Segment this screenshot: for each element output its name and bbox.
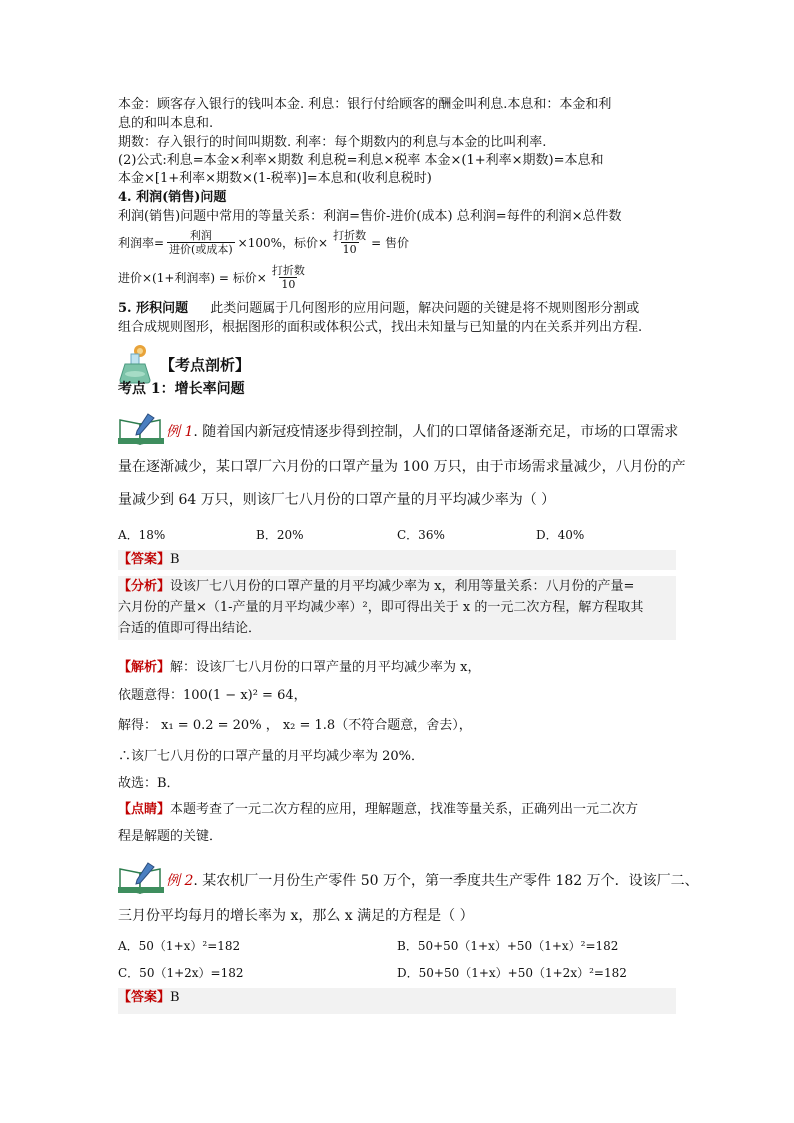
section-5-line-1 <box>118 301 639 317</box>
option-a: A．18% <box>118 528 166 542</box>
formula-rhs: = 售价 <box>371 236 409 250</box>
example-1-analysis <box>118 576 676 640</box>
option-b: B．50+50（1+x）+50（1+x）²=182 <box>397 939 619 953</box>
fraction-denominator: 10 <box>281 278 296 291</box>
solution-line-1 <box>118 660 480 676</box>
example-2-label: 例 2 <box>166 873 194 889</box>
section-4-title: 4. 利润(销售)问题 <box>118 190 227 205</box>
solution-text-1: 解：设该厂七八月份的口罩产量的月平均减少率为 x， <box>170 660 481 675</box>
intro-line-1: 本金：顾客存入银行的钱叫本金. 利息：银行付给顾客的酬金叫利息.本息和：本金和利 <box>118 97 612 112</box>
solution-line-4: ∴该厂七八月份的口罩产量的月平均减少率为 20%． <box>118 749 425 764</box>
formula-lhs: 进价×(1+利润率) = 标价× <box>118 271 267 285</box>
profit-rate-formula <box>118 229 409 256</box>
option-c: C．36% <box>397 528 445 542</box>
intro-line-5: 本金×[1+利率×期数×(1-税率)]=本息和(收利息税时) <box>118 171 432 186</box>
intro-line-4: (2)公式:利息=本金×利率×期数 利息税=利息×税率 本金×(1+利率×期数)=本息和 <box>118 153 604 168</box>
example-1-q1: . 随着国内新冠疫情逐步得到控制，人们的口罩储备逐渐充足，市场的口罩需求 <box>193 424 679 440</box>
analysis-text-1: 设该厂七八月份的口罩产量的月平均减少率为 x，利用等量关系：八月份的产量= <box>170 579 635 594</box>
solution-tag: 【解析】 <box>118 660 171 675</box>
cost-price-formula <box>118 264 310 291</box>
example-2-answer <box>118 988 676 1014</box>
fraction-denominator: 进价(或成本) <box>169 243 233 256</box>
option-c: C．50（1+2x）=182 <box>118 966 244 980</box>
option-d: D．50+50（1+x）+50（1+2x）²=182 <box>397 966 627 980</box>
example-2-question-line-2: 三月份平均每月的增长率为 x，那么 x 满足的方程是（ ） <box>118 908 474 924</box>
answer-tag: 【答案】 <box>118 990 171 1005</box>
section-4-text: 利润(销售)问题中常用的等量关系：利润=售价-进价(成本) 总利润=每件的利润×总件数 <box>118 209 622 224</box>
example-2-q1: . 某农机厂一月份生产零件 50 万个，第一季度共生产零件 182 万个．设该厂二、 <box>193 873 699 889</box>
fraction-profit <box>167 229 235 256</box>
fraction-discount <box>270 264 307 291</box>
option-a: A．50（1+x）²=182 <box>118 939 241 953</box>
comment-line-2: 程是解题的关键． <box>118 829 223 844</box>
fraction-denominator: 10 <box>342 243 357 256</box>
answer-tag: 【答案】 <box>118 552 171 567</box>
intro-line-3: 期数：存入银行的时间叫期数. 利率：每个期数内的利息与本金的比叫利率. <box>118 135 547 150</box>
example-1-question-line-3: 量减少到 64 万只，则该厂七八月份的口罩产量的月平均减少率为（ ） <box>118 492 556 508</box>
comment-tag: 【点睛】 <box>118 802 171 817</box>
comment-text-1: 本题考查了一元二次方程的应用，理解题意，找准等量关系，正确列出一元二次方 <box>170 802 639 817</box>
solution-line-5: 故选：B． <box>118 776 180 791</box>
example-1-question-line-1 <box>166 424 678 440</box>
comment-line-1 <box>118 802 638 818</box>
analysis-title: 【考点剖析】 <box>160 355 251 374</box>
analysis-text-2: 六月份的产量×（1-产量的月平均减少率）²，即可得出关于 x 的一元二次方程，解方程取其 <box>118 600 644 615</box>
book-pencil-icon <box>118 412 164 446</box>
example-1-answer <box>118 550 676 570</box>
solution-line-3: 解得： x₁ = 0.2 = 20% ， x₂ = 1.8（不符合题意，舍去）， <box>118 718 472 733</box>
formula-mid: ×100%，标价× <box>237 236 329 250</box>
section-5-text-2: 组合成规则图形，根据图形的面积或体积公式，找出未知量与已知量的内在关系并列出方程. <box>118 320 643 335</box>
answer-value: B <box>170 990 180 1005</box>
formula-lhs: 利润率= <box>118 236 165 250</box>
analysis-text-3: 合适的值即可得出结论． <box>118 621 262 636</box>
option-d: D．40% <box>536 528 585 542</box>
example-1-question-line-2: 量在逐渐减少，某口罩厂六月份的口罩产量为 100 万只，由于市场需求量减少，八月份的产 <box>118 459 686 475</box>
intro-line-2: 息的和叫本息和. <box>118 116 214 131</box>
kaodian-title: 考点 1：增长率问题 <box>118 381 245 397</box>
analysis-heading <box>118 344 250 384</box>
answer-value: B <box>170 552 180 567</box>
section-5-title: 5. 形积问题 <box>118 301 189 316</box>
example-1-label: 例 1 <box>166 424 194 440</box>
fraction-discount <box>331 229 368 256</box>
flask-icon <box>118 344 154 384</box>
fraction-numerator: 打折数 <box>333 229 367 242</box>
analysis-tag: 【分析】 <box>118 579 171 594</box>
solution-line-2: 依题意得：100(1 − x)² = 64， <box>118 688 307 703</box>
option-b: B．20% <box>256 528 304 542</box>
fraction-numerator: 打折数 <box>271 264 305 277</box>
book-pencil-icon <box>118 861 164 895</box>
fraction-numerator: 利润 <box>189 229 212 242</box>
section-5-text-1: 此类问题属于几何图形的应用问题，解决问题的关键是将不规则图形分割或 <box>210 301 640 316</box>
example-2-question-line-1 <box>166 873 699 889</box>
